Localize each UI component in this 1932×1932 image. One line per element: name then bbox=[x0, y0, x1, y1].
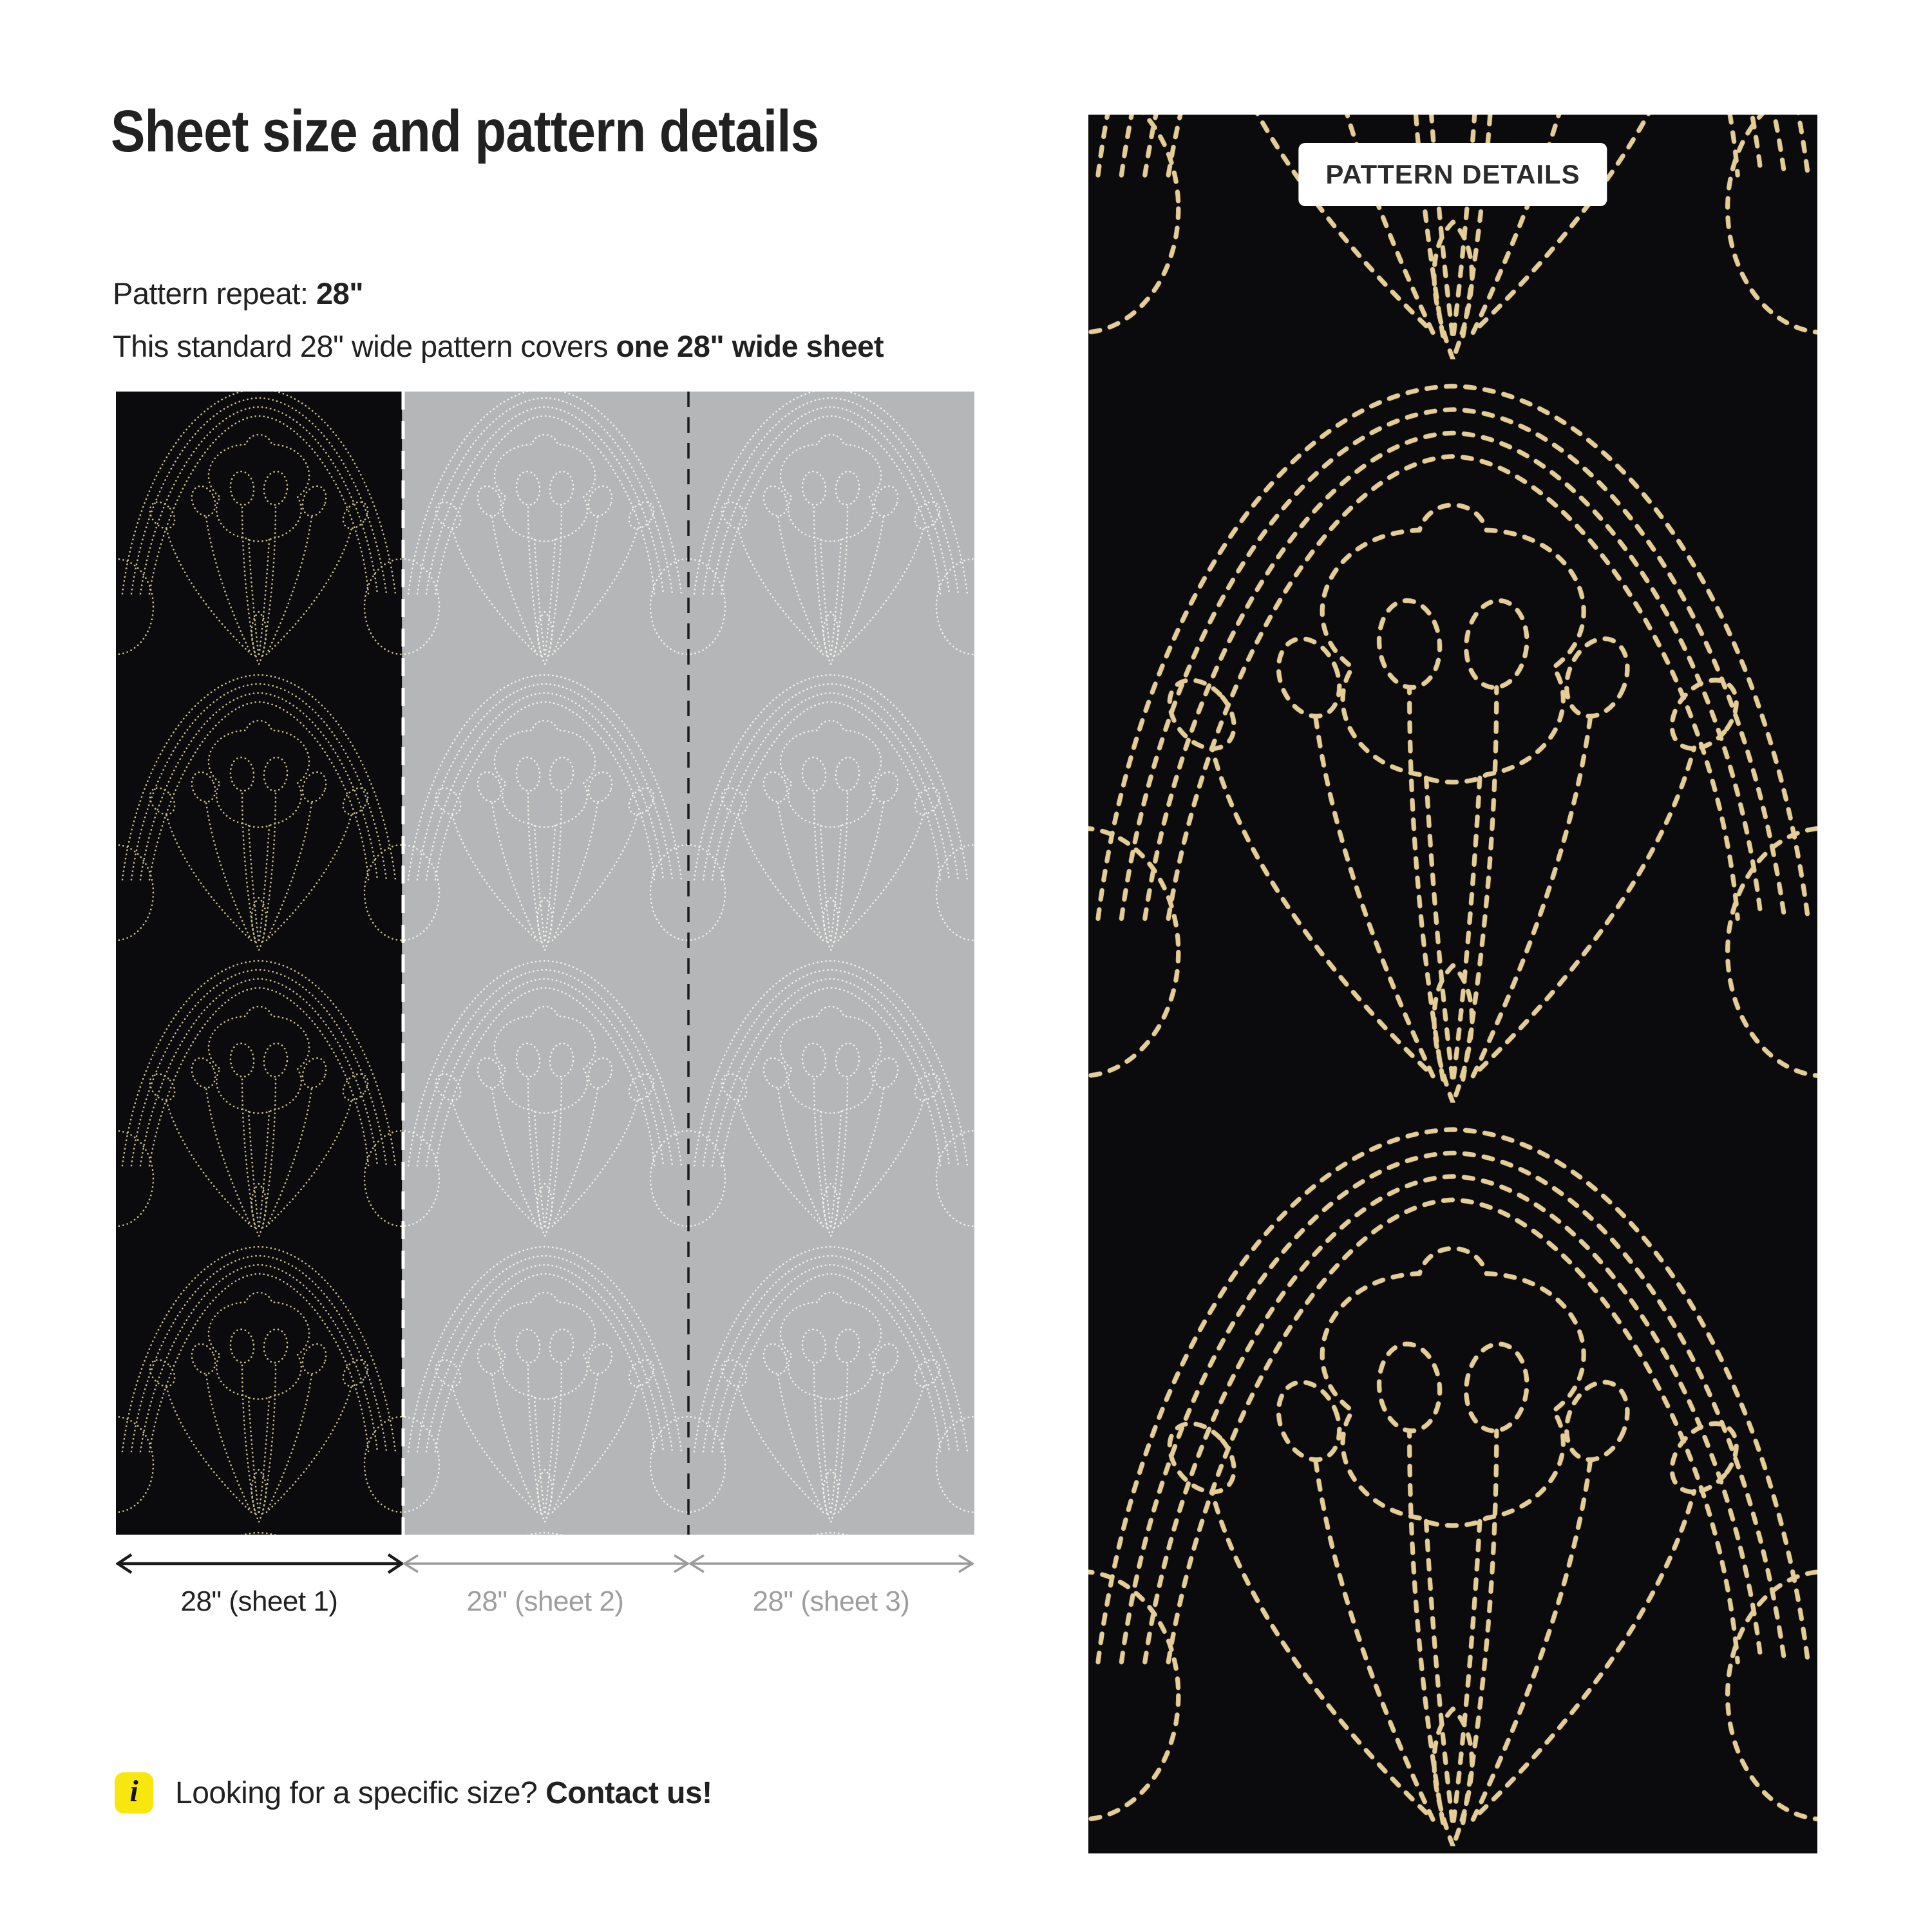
pattern-repeat-line bbox=[113, 276, 363, 311]
sheet-width-dimension-arrows bbox=[116, 1544, 974, 1584]
coverage-prefix: This standard 28" wide pattern covers bbox=[113, 329, 616, 363]
pattern-details-panel bbox=[1088, 115, 1817, 1853]
sheet1-arrow bbox=[118, 1555, 402, 1573]
pattern-details-zoomed-pattern bbox=[1088, 115, 1817, 1853]
sheet1-pattern bbox=[116, 392, 402, 1535]
pattern-details-svg bbox=[1088, 115, 1817, 1853]
coverage-line bbox=[113, 328, 884, 364]
info-icon bbox=[115, 1772, 153, 1814]
dimension-arrows-svg bbox=[116, 1544, 974, 1584]
sheet1-width-label: 28" (sheet 1) bbox=[180, 1586, 338, 1617]
sheet-pattern-preview bbox=[116, 392, 974, 1535]
sheet-preview-svg bbox=[116, 392, 974, 1535]
sheet3-arrow bbox=[690, 1555, 972, 1572]
sheet2-arrow bbox=[404, 1555, 688, 1572]
info-icon-glyph: i bbox=[129, 1774, 138, 1808]
contact-us-link[interactable]: Contact us! bbox=[545, 1776, 712, 1810]
pattern-repeat-label: Pattern repeat: bbox=[113, 276, 316, 310]
coverage-bold: one 28" wide sheet bbox=[616, 329, 884, 363]
size-info-question: Looking for a specific size? bbox=[175, 1776, 546, 1810]
size-info-row bbox=[115, 1772, 712, 1814]
sheet2-width-label: 28" (sheet 2) bbox=[466, 1586, 624, 1617]
sheet3-width-label: 28" (sheet 3) bbox=[752, 1586, 910, 1617]
pattern-repeat-value: 28" bbox=[316, 276, 364, 310]
pattern-details-badge: PATTERN DETAILS bbox=[1298, 143, 1607, 206]
size-info-text bbox=[175, 1776, 712, 1811]
page-title: Sheet size and pattern details bbox=[111, 99, 819, 164]
